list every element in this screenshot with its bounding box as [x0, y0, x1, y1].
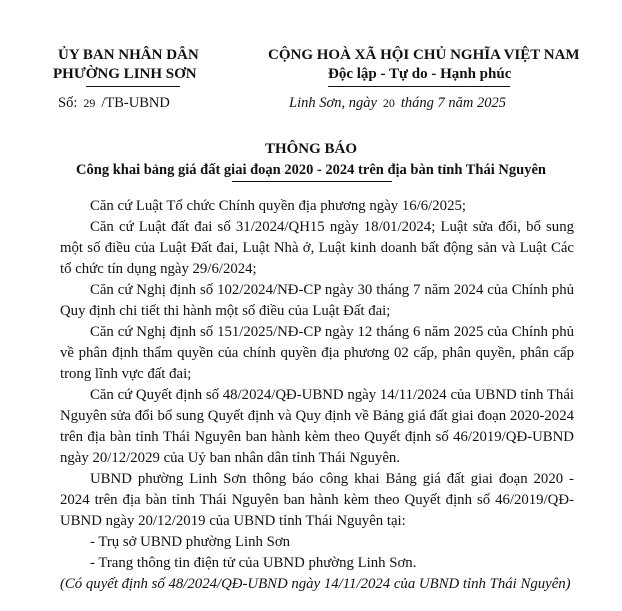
list-item: - Trụ sở UBND phường Linh Sơn [90, 534, 291, 550]
number-suffix: /TB-UBND [101, 95, 170, 111]
legal-basis-paragraph: Căn cứ Nghị định số 151/2025/NĐ-CP ngày 12 tháng 6 năm 2025 của Chính phủ về phân định thẩm quyền của chính quyền địa phương 02 cấp, phân quyền, phân cấp trong lĩnh vực đất đai; [60, 324, 574, 382]
legal-basis-paragraph: Căn cứ Luật đất đai số 31/2024/QH15 ngày 18/01/2024; Luật sửa đổi, bổ sung một số điều của Luật Đất đai, Luật Nhà ở, Luật kinh doanh bất động sản và Luật Các tổ chức tín dụng ngày 29/6/2024; [60, 219, 574, 277]
document-subtitle: Công khai bảng giá đất giai đoạn 2020 - 2024 trên địa bàn tỉnh Thái Nguyên [76, 162, 546, 178]
attachment-note: (Có quyết định số 48/2024/QĐ-UBND ngày 14/11/2024 của UBND tỉnh Thái Nguyên) [60, 576, 571, 592]
document-date [289, 95, 506, 112]
issuing-authority-line2: PHƯỜNG LINH SƠN [53, 66, 197, 82]
national-motto: Độc lập - Tự do - Hạnh phúc [328, 66, 512, 82]
date-prefix: Linh Sơn, ngày [289, 95, 377, 111]
legal-basis-paragraph: Căn cứ Nghị định số 102/2024/NĐ-CP ngày 30 tháng 7 năm 2024 của Chính phủ Quy định chi tiết thi hành một số điều của Luật Đất đai; [60, 282, 574, 319]
authority-underline [86, 86, 180, 87]
legal-basis-paragraph: Căn cứ Quyết định số 48/2024/QĐ-UBND ngày 14/11/2024 của UBND tỉnh Thái Nguyên sửa đổi bổ sung Quyết định và Quy định về Bảng giá đất giai đoạn 2020-2024 trên địa bàn tỉnh Thái Nguyên ban hành kèm theo Quyết định số 46/2019/QĐ-UBND ngày 20/12/2029 của Uỷ ban nhân dân tỉnh Thái Nguyên. [60, 387, 574, 466]
announcement-paragraph: UBND phường Linh Sơn thông báo công khai Bảng giá đất giai đoạn 2020 - 2024 trên địa bàn tỉnh Thái Nguyên ban hành kèm theo Quyết định số 46/2019/QĐ-UBND ngày 20/12/2019 của UBND tỉnh Thái Nguyên tại: [60, 471, 574, 529]
list-item: - Trang thông tin điện tử của UBND phường Linh Sơn. [90, 555, 417, 571]
document-title: THÔNG BÁO [264, 141, 358, 157]
legal-basis-paragraph: Căn cứ Luật Tổ chức Chính quyền địa phương ngày 16/6/2025; [90, 198, 466, 214]
motto-underline [328, 86, 510, 87]
document-body [60, 196, 574, 595]
issuing-authority-line1: ỦY BAN NHÂN DÂN [58, 47, 199, 63]
national-title: CỘNG HOÀ XÃ HỘI CHỦ NGHĨA VIỆT NAM [268, 47, 580, 63]
date-suffix: tháng 7 năm 2025 [400, 95, 507, 111]
number-label: Số: [58, 95, 78, 111]
document-number [58, 95, 170, 112]
subtitle-underline [232, 181, 392, 182]
number-value: 29 [83, 96, 96, 110]
date-day: 20 [382, 96, 395, 110]
